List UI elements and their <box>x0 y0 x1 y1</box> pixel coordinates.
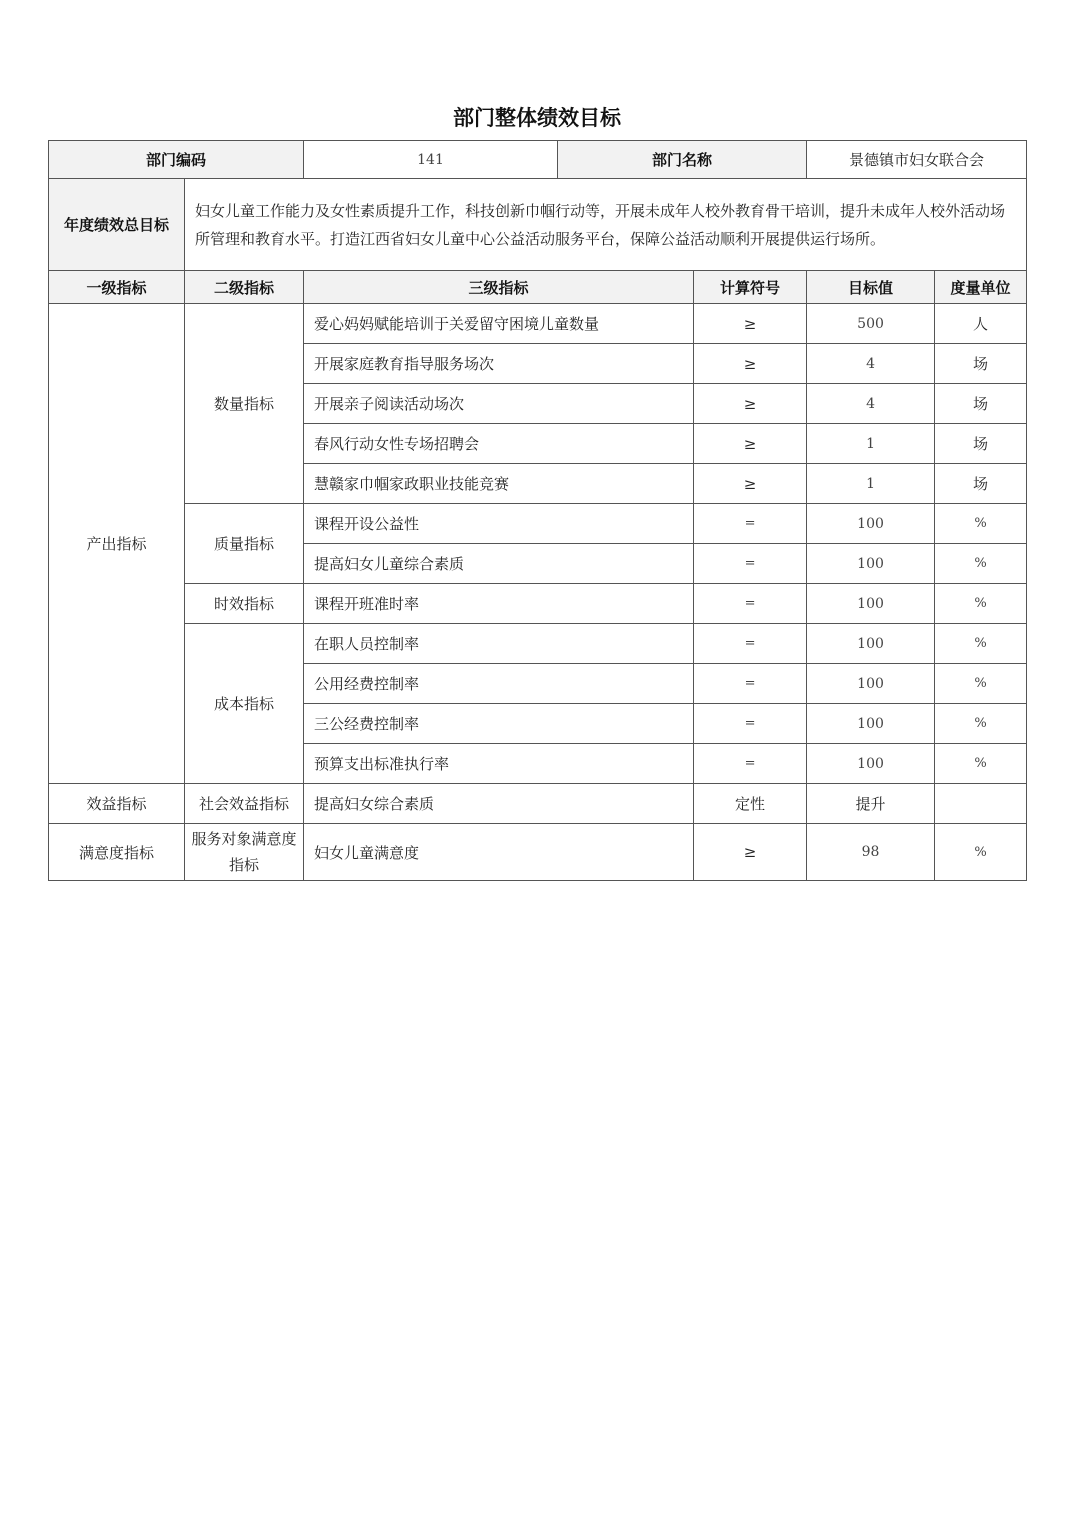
target-cell: 100 <box>807 504 935 544</box>
group-benefit: 效益指标 <box>49 784 185 824</box>
unit-cell: 场 <box>935 384 1027 424</box>
col-level1: 一级指标 <box>49 271 185 304</box>
dept-code-label: 部门编码 <box>49 141 304 179</box>
symbol-cell: ≥ <box>694 304 807 344</box>
unit-cell: % <box>935 744 1027 784</box>
symbol-cell: ≥ <box>694 824 807 881</box>
indicator-cell: 慧赣家巾帼家政职业技能竞赛 <box>304 464 694 504</box>
unit-cell: 人 <box>935 304 1027 344</box>
table-row <box>49 824 1027 881</box>
unit-cell <box>935 784 1027 824</box>
table-row <box>49 784 1027 824</box>
target-cell: 100 <box>807 744 935 784</box>
target-cell: 500 <box>807 304 935 344</box>
unit-cell: % <box>935 824 1027 881</box>
column-header-row <box>49 271 1027 304</box>
target-cell: 提升 <box>807 784 935 824</box>
col-level2: 二级指标 <box>185 271 304 304</box>
group-social-benefit: 社会效益指标 <box>185 784 304 824</box>
target-cell: 1 <box>807 424 935 464</box>
unit-cell: % <box>935 504 1027 544</box>
table-row <box>49 624 1027 664</box>
target-cell: 100 <box>807 624 935 664</box>
unit-cell: 场 <box>935 464 1027 504</box>
unit-cell: % <box>935 624 1027 664</box>
symbol-cell: 定性 <box>694 784 807 824</box>
unit-cell: % <box>935 664 1027 704</box>
table-row <box>49 584 1027 624</box>
symbol-cell: = <box>694 584 807 624</box>
dept-code-value: 141 <box>304 141 558 179</box>
symbol-cell: ≥ <box>694 464 807 504</box>
header-row <box>49 141 1027 179</box>
target-cell: 4 <box>807 344 935 384</box>
symbol-cell: = <box>694 624 807 664</box>
group-satisfaction: 满意度指标 <box>49 824 185 881</box>
col-unit: 度量单位 <box>935 271 1027 304</box>
target-cell: 100 <box>807 664 935 704</box>
dept-name-value: 景德镇市妇女联合会 <box>807 141 1027 179</box>
symbol-cell: = <box>694 744 807 784</box>
indicator-cell: 妇女儿童满意度 <box>304 824 694 881</box>
group-cost: 成本指标 <box>185 624 304 784</box>
indicator-cell: 课程开班准时率 <box>304 584 694 624</box>
annual-goal-row <box>49 179 1027 271</box>
symbol-cell: = <box>694 664 807 704</box>
indicator-cell: 公用经费控制率 <box>304 664 694 704</box>
target-cell: 98 <box>807 824 935 881</box>
unit-cell: 场 <box>935 344 1027 384</box>
group-quantity: 数量指标 <box>185 304 304 504</box>
indicator-cell: 春风行动女性专场招聘会 <box>304 424 694 464</box>
indicator-cell: 提高妇女综合素质 <box>304 784 694 824</box>
indicator-cell: 在职人员控制率 <box>304 624 694 664</box>
group-output: 产出指标 <box>49 304 185 784</box>
group-timeliness: 时效指标 <box>185 584 304 624</box>
indicator-cell: 课程开设公益性 <box>304 504 694 544</box>
symbol-cell: = <box>694 504 807 544</box>
symbol-cell: ≥ <box>694 344 807 384</box>
indicator-cell: 提高妇女儿童综合素质 <box>304 544 694 584</box>
unit-cell: 场 <box>935 424 1027 464</box>
annual-goal-text: 妇女儿童工作能力及女性素质提升工作，科技创新巾帼行动等，开展未成年人校外教育骨干培训，提升未成年人校外活动场所管理和教育水平。打造江西省妇女儿童中心公益活动服务平台，保障公益活动顺利开展提供运行场所。 <box>185 179 1027 271</box>
target-cell: 100 <box>807 704 935 744</box>
performance-table <box>48 140 1027 881</box>
symbol-cell: ≥ <box>694 384 807 424</box>
page-title: 部门整体绩效目标 <box>453 106 621 130</box>
indicator-cell: 开展亲子阅读活动场次 <box>304 384 694 424</box>
group-service-satisfaction: 服务对象满意度指标 <box>185 824 304 881</box>
target-cell: 4 <box>807 384 935 424</box>
indicator-cell: 爱心妈妈赋能培训于关爱留守困境儿童数量 <box>304 304 694 344</box>
unit-cell: % <box>935 544 1027 584</box>
table-row <box>49 504 1027 544</box>
indicator-cell: 开展家庭教育指导服务场次 <box>304 344 694 384</box>
group-quality: 质量指标 <box>185 504 304 584</box>
dept-name-label: 部门名称 <box>558 141 807 179</box>
col-symbol: 计算符号 <box>694 271 807 304</box>
table-row <box>49 304 1027 344</box>
indicator-cell: 预算支出标准执行率 <box>304 744 694 784</box>
symbol-cell: ≥ <box>694 424 807 464</box>
target-cell: 100 <box>807 544 935 584</box>
col-target: 目标值 <box>807 271 935 304</box>
unit-cell: % <box>935 584 1027 624</box>
indicator-cell: 三公经费控制率 <box>304 704 694 744</box>
target-cell: 1 <box>807 464 935 504</box>
target-cell: 100 <box>807 584 935 624</box>
annual-goal-label: 年度绩效总目标 <box>49 179 185 271</box>
symbol-cell: = <box>694 704 807 744</box>
unit-cell: % <box>935 704 1027 744</box>
col-level3: 三级指标 <box>304 271 694 304</box>
symbol-cell: = <box>694 544 807 584</box>
